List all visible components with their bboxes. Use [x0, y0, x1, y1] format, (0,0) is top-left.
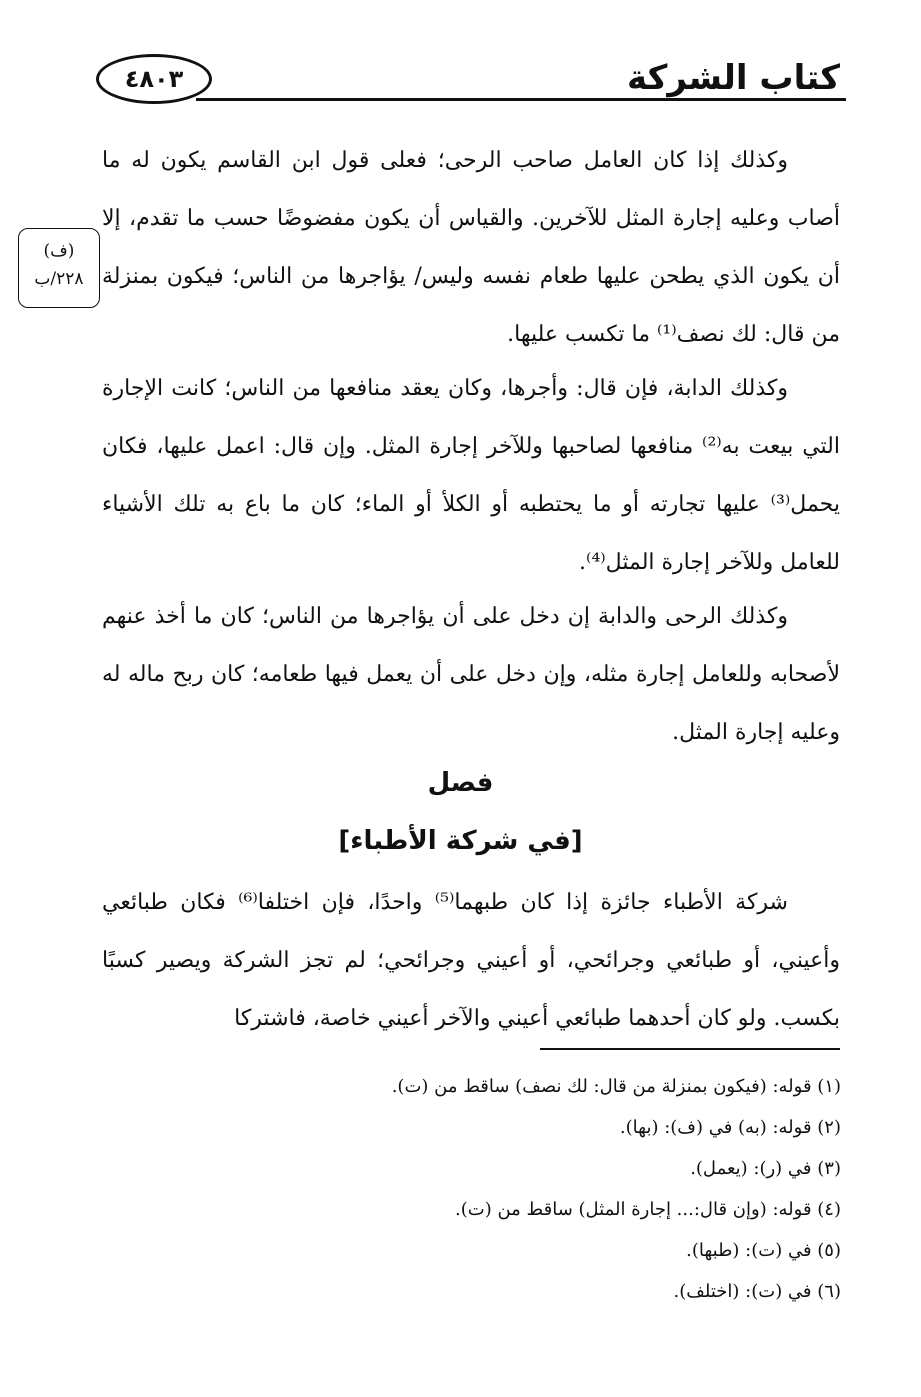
footnote: (٢) قوله: (به) في (ف): (بها).: [619, 1117, 841, 1138]
paragraph: وكذلك الرحى والدابة إن دخل على أن يؤاجرها من الناس؛ كان ما أخذ عنهم لأصحابه وللعامل إجارة مثله، وإن دخل على أن يعمل فيها طعامه؛ كان ربح ماله له وعليه إجارة المثل.: [102, 604, 840, 745]
paragraph: شركة الأطباء جائزة إذا كان طبهما⁽⁵⁾ واحدًا، فإن اختلفا⁽⁶⁾ فكان طبائعي وأعيني، أو طبائعي وجرائحي، أو أعيني وجرائحي؛ لم تجز الشركة ويصير كسبًا بكسب. ولو كان أحدهما طبائعي أعيني والآخر أعيني خاصة، فاشتركا: [102, 890, 840, 1031]
header-rule: [196, 98, 846, 101]
footnote: (٣) في (ر): (يعمل).: [690, 1158, 841, 1179]
footnotes: [121, 1066, 841, 1312]
footnote: (١) قوله: (فيكون بمنزلة من قال: لك نصف) ساقط من (ت).: [391, 1076, 841, 1097]
manuscript-folio-note: [18, 228, 100, 308]
footnote: (٤) قوله: (وإن قال:... إجارة المثل) ساقط من (ت).: [455, 1199, 841, 1220]
paragraph: وكذلك إذا كان العامل صاحب الرحى؛ فعلى قول ابن القاسم يكون له ما أصاب وعليه إجارة المثل للآخرين. والقياس أن يكون مفضوضًا حسب ما تقدم، إلا أن يكون الذي يطحن عليها طعام نفسه وليس/ يؤاجرها من الناس؛ فيكون بمنزلة من قال: لك نصف⁽¹⁾ ما تكسب عليها.: [102, 148, 840, 347]
page-header: [96, 46, 846, 106]
book-title: كتاب الشركة: [627, 58, 840, 98]
subsection-heading: [في شركة الأطباء]: [338, 826, 583, 856]
folio-number: ٢٢٨/ب: [34, 269, 84, 289]
footnote: (٥) في (ت): (طبها).: [686, 1240, 841, 1261]
section-heading: فصل: [427, 768, 494, 798]
footnote-separator: [540, 1048, 840, 1050]
page-number: ٤٨٠٣: [96, 54, 212, 104]
footnote: (٦) في (ت): (اختلف).: [673, 1281, 841, 1302]
folio-source: (ف): [43, 241, 75, 261]
paragraph: وكذلك الدابة، فإن قال: وأجرها، وكان يعقد منافعها من الناس؛ كانت الإجارة التي بيعت به⁽²⁾ منافعها لصاحبها وللآخر إجارة المثل. وإن قال: اعمل عليها، فكان يحمل⁽³⁾ عليها تجارته أو ما يحتطبه أو الكلأ أو الماء؛ كان ما باع به تلك الأشياء للعامل وللآخر إجارة المثل⁽⁴⁾.: [102, 376, 841, 575]
